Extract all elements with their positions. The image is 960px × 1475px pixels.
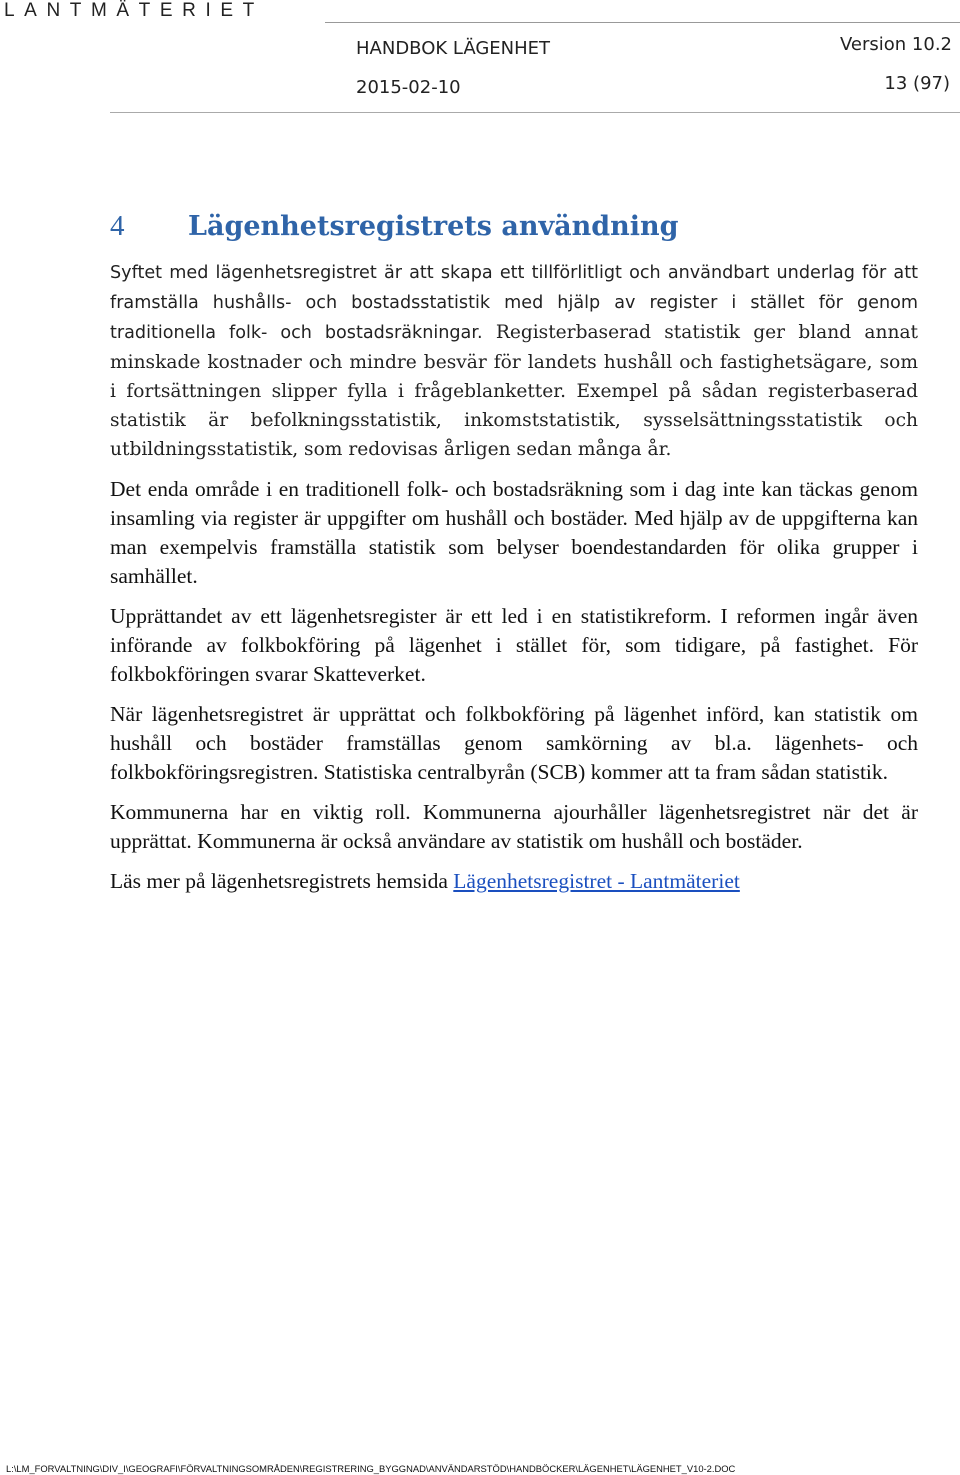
brand-logo-text: LANTMÄTERIET (4, 0, 264, 21)
page-number: 13 (97) (884, 73, 950, 94)
paragraph-4: När lägenhetsregistret är upprättat och folkbokföring på lägenhet införd, kan statistik om hushåll och bostäder framställas genom samkörning av bl.a. lägenhets- och folkbokföringsregistren. Statistiska centralbyrån (SCB) kommer att ta fram sådan statistik. (110, 702, 918, 784)
paragraph-3: Upprättandet av ett lägenhetsregister är ett led i en statistikreform. I reformen ingår även införande av folkbokföring på lägenhet i stället för, som tidigare, på fastighet. För folkbokföringen svarar Skatteverket. (110, 604, 918, 686)
body-text (110, 258, 918, 907)
paragraph-5: Kommunerna har en viktig roll. Kommunerna ajourhåller lägenhetsregistret när det är upprättat. Kommunerna är också användare av statistik om hushåll och bostäder. (110, 800, 918, 853)
document-date: 2015-02-10 (356, 77, 461, 98)
paragraph-6-text: Läs mer på lägenhetsregistrets hemsida (110, 869, 454, 893)
header-bottom-rule (110, 112, 960, 113)
document-version: Version 10.2 (840, 34, 952, 55)
paragraph-1-serif: Registerbaserad statistik ger bland annat minskade kostnader och mindre besvär för landets hushåll och fastighetsägare, som i fortsättningen slipper fylla i frågeblanketter. Exempel på sådan registerbaserad statistik är befolkningsstatistik, inkomststatistik, sysselsättningsstatistik och utbildningsstatistik, som redovisas årligen sedan många år. (110, 322, 919, 460)
section-heading (110, 210, 679, 243)
section-title: Lägenhetsregistrets användning (188, 211, 679, 242)
paragraph-1-sans: Syftet med lägenhetsregistret är att skapa ett tillförlitligt och användbart underlag för att framställa hushålls- och bostadsstatistik med hjälp av register i stället för genom traditionella folk- och bostadsräkningar. (110, 263, 918, 343)
header-top-rule (325, 22, 960, 23)
document-title: HANDBOK LÄGENHET (356, 38, 551, 59)
lagenhetsregistret-link[interactable]: Lägenhetsregistret - Lantmäteriet (453, 869, 740, 893)
footer-file-path: L:\LM_FORVALTNING\DIV_I\GEOGRAFI\FÖRVALTNINGSOMRÅDEN\REGISTRERING_BYGGNAD\ANVÄNDARSTÖD\HANDBÖCKER\LÄGENHET\LÄGENHET_V10-2.DOC (6, 1463, 736, 1474)
paragraph-2: Det enda område i en traditionell folk- och bostadsräkning som i dag inte kan täckas genom insamling via register är uppgifter om hushåll och bostäder. Med hjälp av de uppgifterna kan man exempelvis framställa statistik som belyser boendestandarden för olika grupper i samhället. (110, 477, 918, 588)
section-number: 4 (110, 210, 125, 242)
paragraph-6 (110, 867, 918, 896)
paragraph-1 (110, 258, 918, 464)
